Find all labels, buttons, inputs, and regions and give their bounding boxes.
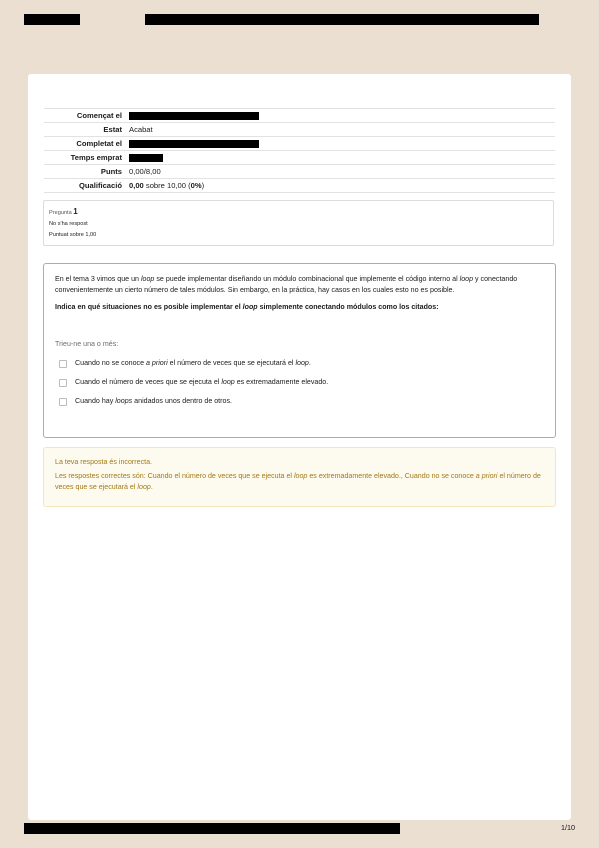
answer-checkbox[interactable] bbox=[59, 379, 67, 387]
summary-label: Estat bbox=[44, 123, 129, 137]
question-text-box bbox=[43, 263, 556, 438]
question-text: En el tema 3 vimos que un loop se puede implementar diseñando un módulo combinacional que implemente el código interno al loop y conectando convenientemente un cierto número de tales módulos. Sin embargo, en la práctica, hay casos en los cuales esto no es posible. bbox=[55, 275, 518, 294]
question-marks: Puntuat sobre 1,00 bbox=[49, 232, 97, 238]
correct-answers-text: Les respostes correctes són: Cuando el número de veces que se ejecuta el loop es extremadamente elevado., Cuando no se conoce a priori el número de veces que se ejecutará el loop. bbox=[55, 472, 541, 491]
page-number: 1/10 bbox=[561, 823, 575, 832]
answer-option-label: Cuando no se conoce a priori el número de veces que se ejecutará el loop. bbox=[75, 359, 311, 367]
question-number: Pregunta 1 bbox=[49, 207, 78, 216]
summary-label: Punts bbox=[44, 165, 129, 179]
feedback-box bbox=[43, 447, 556, 507]
answer-option-label: Cuando hay loops anidados unos dentro de otros. bbox=[75, 397, 232, 405]
attempt-summary-table bbox=[44, 108, 555, 193]
answer-option[interactable] bbox=[55, 377, 544, 388]
answer-prompt: Trieu-ne una o més: bbox=[55, 340, 119, 348]
summary-label: Completat el bbox=[44, 137, 129, 151]
summary-row-grade bbox=[44, 179, 555, 193]
redacted-header-left bbox=[24, 14, 80, 25]
summary-row-marks bbox=[44, 165, 555, 179]
summary-row-started bbox=[44, 109, 555, 123]
answer-checkbox[interactable] bbox=[59, 398, 67, 406]
redacted-footer-url bbox=[24, 823, 400, 834]
summary-label: Qualificació bbox=[44, 179, 129, 193]
grade-value: 0,00 sobre 10,00 (0%) bbox=[129, 179, 555, 193]
answer-option-label: Cuando el número de veces que se ejecuta el loop es extremadamente elevado. bbox=[75, 378, 329, 386]
redacted-header-title bbox=[145, 14, 539, 25]
summary-row-completed bbox=[44, 137, 555, 151]
question-info-box bbox=[43, 200, 554, 246]
summary-row-time bbox=[44, 151, 555, 165]
redacted-time-taken bbox=[129, 154, 163, 162]
feedback-incorrect: La teva resposta és incorrecta. bbox=[55, 458, 152, 466]
summary-row-state bbox=[44, 123, 555, 137]
question-instruction: Indica en qué situaciones no es posible implementar el loop simplemente conectando módulos como los citados: bbox=[55, 303, 439, 311]
summary-label: Començat el bbox=[44, 109, 129, 123]
quiz-review-card bbox=[28, 74, 571, 820]
summary-label: Temps emprat bbox=[44, 151, 129, 165]
summary-value: 0,00/8,00 bbox=[129, 165, 555, 179]
summary-value: Acabat bbox=[129, 123, 555, 137]
redacted-started-date bbox=[129, 112, 259, 120]
answer-option[interactable] bbox=[55, 358, 544, 369]
answer-option[interactable] bbox=[55, 396, 544, 407]
answer-checkbox[interactable] bbox=[59, 360, 67, 368]
question-status: No s'ha respost bbox=[49, 221, 88, 227]
redacted-completed-date bbox=[129, 140, 259, 148]
